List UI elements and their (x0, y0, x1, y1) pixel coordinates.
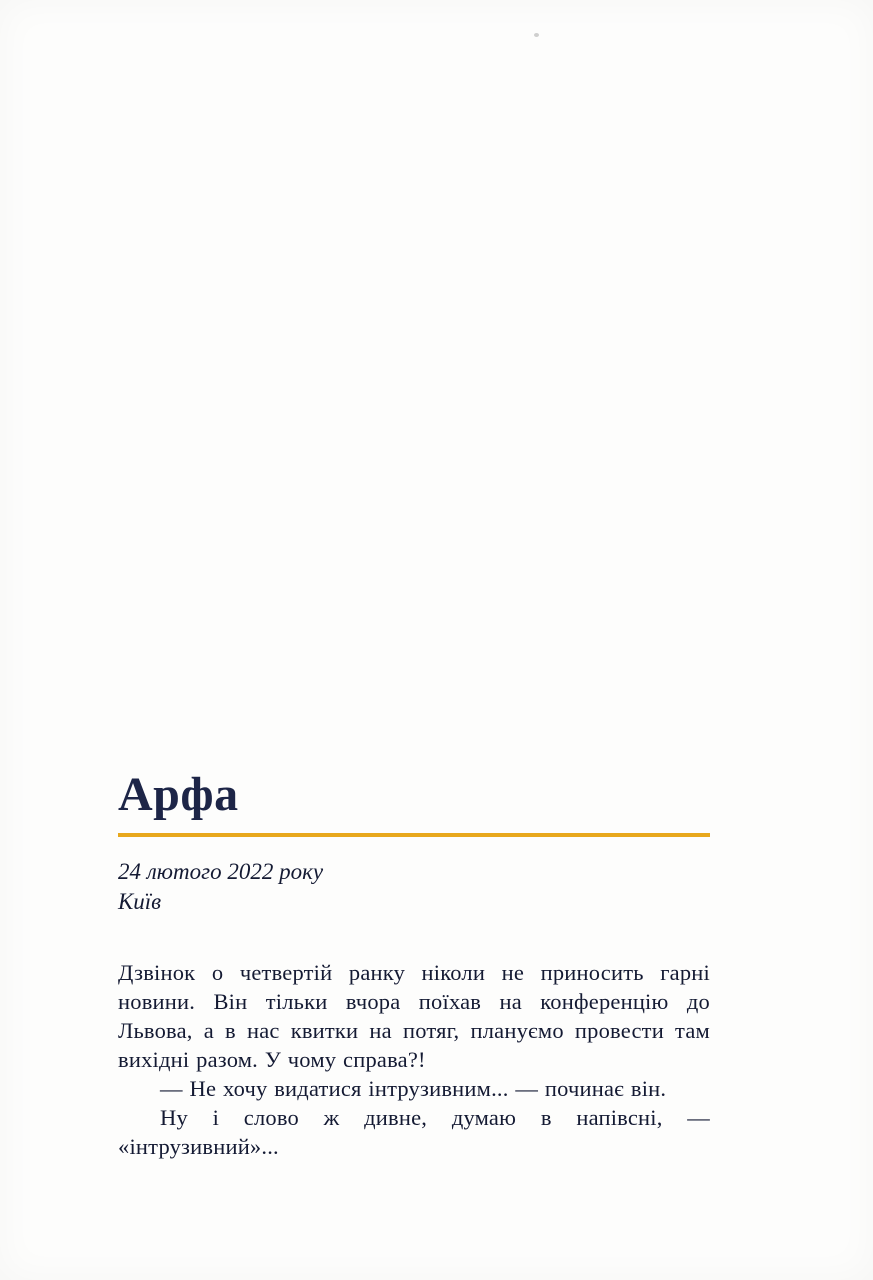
date-line: 24 лютого 2022 року (118, 859, 324, 885)
chapter-title: Арфа (118, 768, 239, 821)
dateline-block (118, 857, 710, 916)
body-text (118, 958, 710, 1161)
title-rule (118, 833, 710, 837)
paragraph: Дзвінок о четвертій ранку ніколи не приносить гарні новини. Він тільки вчора поїхав на конференцію до Львова, а в нас квитки на потяг, плануємо провести там вихідні разом. У чому справа?! (118, 960, 710, 1073)
chapter-opening (118, 770, 710, 1161)
paragraph: — Не хочу видатися інтрузивним... — починає він. (160, 1076, 667, 1102)
place-line: Київ (118, 888, 162, 914)
scan-artifact (534, 33, 539, 37)
paragraph: Ну і слово ж дивне, думаю в напівсні, — «інтрузивний»... (118, 1105, 710, 1160)
